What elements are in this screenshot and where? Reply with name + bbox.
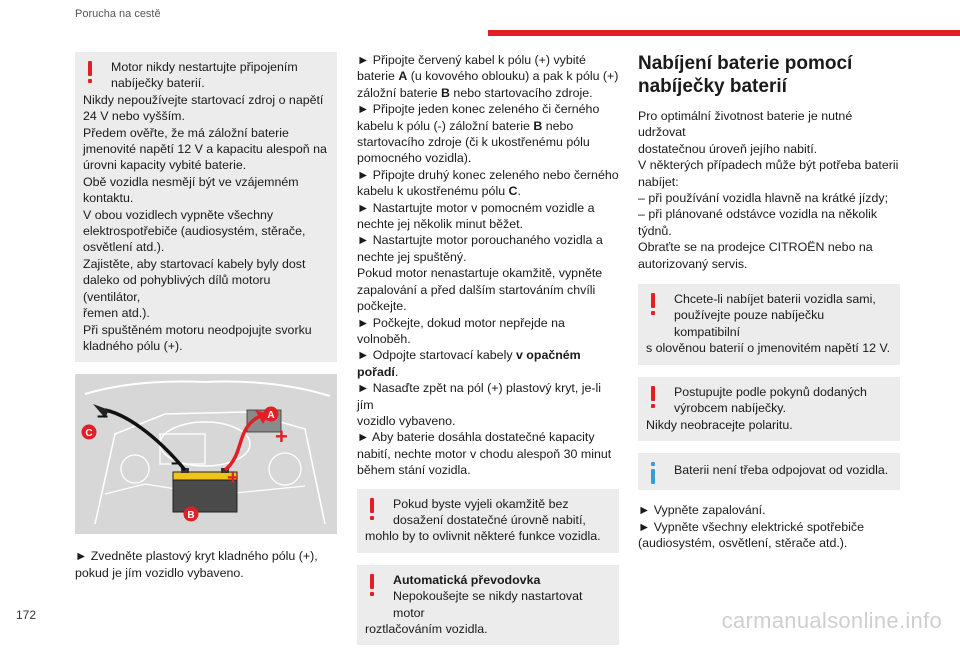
step-line: vozidlo vybaveno.	[357, 413, 456, 428]
info-line: Baterii není třeba odpojovat od vozidla.	[674, 462, 889, 477]
paragraph-line: autorizovaný servis.	[638, 256, 748, 271]
minus-mark-b: –	[171, 452, 183, 475]
warning-icon	[367, 496, 377, 522]
warning-line: mohlo by to ovlivnit některé funkce vozidla.	[365, 529, 601, 544]
column-3	[638, 52, 900, 552]
step-line: baterie A (u kovového oblouku) a pak k pólu (+)	[357, 69, 619, 84]
warning-line: Zajistěte, aby startovací kabely byly dost	[83, 256, 306, 271]
step-line: startovacího zdroje (či k ukostřenému pólu	[357, 135, 590, 150]
warning-line: Předem ověřte, že má záložní baterie	[83, 125, 289, 140]
warning-line: používejte pouze nabíječku kompatibilní	[674, 308, 825, 339]
warning-line: kontaktu.	[83, 191, 134, 206]
step-line: nechte jej spuštěný.	[357, 249, 467, 264]
paragraph-line: dostatečnou úroveň jejího nabití.	[638, 141, 818, 156]
paragraph-line: počkejte.	[357, 299, 407, 314]
step-line: pokud je jím vozidlo vybaveno.	[75, 565, 244, 580]
warning-icon	[648, 384, 658, 410]
warning-line: roztlačováním vozidla.	[365, 622, 488, 636]
warning-box-charger-compat	[638, 284, 900, 365]
step-line: kabelu k ukostřenému pólu C.	[357, 184, 521, 199]
warning-line: úrovni kapacity vybité baterie.	[83, 158, 247, 173]
warning-icon	[85, 59, 95, 85]
warning-line: Nikdy nepoužívejte startovací zdroj o napětí	[83, 92, 324, 107]
step-line: ► Aby baterie dosáhla dostatečné kapacity	[357, 430, 595, 445]
step-line: ► Počkejte, dokud motor nepřejde na volnoběh.	[357, 315, 565, 346]
label-b: B	[187, 510, 195, 522]
warning-line: V obou vozidlech vypněte všechny	[83, 207, 274, 222]
chapter-accent-bar	[488, 30, 960, 36]
step-line: ► Vypněte zapalování.	[638, 503, 766, 518]
info-box-no-disconnect	[638, 453, 900, 490]
step-line: ► Nasaďte zpět na pól (+) plastový kryt, je-li jím	[357, 381, 602, 412]
paragraph-line: Pro optimální životnost baterie je nutné udržovat	[638, 109, 853, 140]
step-line: (audiosystém, osvětlení, stěrače atd.).	[638, 536, 848, 551]
plus-mark-b: +	[227, 467, 239, 490]
warning-heading: Automatická převodovka	[393, 572, 541, 587]
step-line: ► Vypněte všechny elektrické spotřebiče	[638, 519, 864, 534]
jumpstart-illustration	[75, 374, 337, 534]
warning-box-charger-instructions	[638, 377, 900, 441]
step-line: ► Připojte druhý konec zeleného nebo černého	[357, 167, 619, 182]
step-line: ► Zvedněte plastový kryt kladného pólu (+),	[75, 549, 318, 564]
warning-line: Obě vozidla nesmějí být ve vzájemném	[83, 174, 299, 189]
warning-line: Chcete-li nabíjet baterii vozidla sami,	[674, 292, 876, 307]
warning-line: Nepokoušejte se nikdy nastartovat motor	[393, 589, 583, 620]
warning-box-automatic-gearbox	[357, 565, 619, 646]
page-number: 172	[16, 608, 37, 622]
paragraph-line: V některých případech může být potřeba baterii	[638, 158, 899, 173]
warning-icon	[367, 572, 377, 598]
label-a: A	[267, 410, 275, 422]
step-line: ► Nastartujte motor v pomocném vozidle a	[357, 200, 595, 215]
warning-line: řemen atd.).	[83, 306, 150, 321]
warning-box-jumpstart	[75, 52, 337, 362]
paragraph-line: Pokud motor nenastartuje okamžitě, vypněte	[357, 266, 603, 281]
step-line: záložní baterie B nebo startovacího zdroje.	[357, 85, 593, 100]
label-c: C	[85, 428, 93, 440]
chapter-title: Porucha na cestě	[75, 8, 161, 20]
step-line: kabelu k pólu (-) záložní baterie B nebo	[357, 118, 574, 133]
plus-mark-a: +	[275, 424, 288, 450]
warning-line: elektrospotřebiče (audiosystém, stěrače,	[83, 224, 306, 239]
step-line: během stání vozidla.	[357, 463, 471, 478]
engine-bay-drawing	[75, 374, 337, 534]
minus-mark-c: –	[97, 405, 109, 428]
step-line: ► Připojte červený kabel k pólu (+) vybité	[357, 53, 586, 67]
step-line: pomocného vozidla).	[357, 151, 472, 166]
step-line: nechte jej několik minut běžet.	[357, 217, 523, 232]
paragraph-line: zapalování a před dalším startováním chvíli	[357, 282, 596, 297]
warning-icon	[648, 291, 658, 317]
paragraph-line: týdnů.	[638, 223, 672, 238]
step-line: ► Připojte jeden konec zeleného či černého	[357, 102, 600, 117]
paragraph-line: nabíjet:	[638, 174, 679, 189]
step-line: ► Nastartujte motor porouchaného vozidla a	[357, 233, 603, 248]
column-1	[75, 52, 337, 581]
warning-line: nabíječky baterií.	[111, 76, 205, 91]
watermark: carmanualsonline.info	[721, 608, 942, 633]
step-line: nabití, nechte motor v chodu alespoň 30 minut	[357, 446, 612, 461]
warning-line: Motor nikdy nestartujte připojením	[111, 60, 298, 74]
step-line: pořadí.	[357, 364, 399, 379]
warning-line: kladného pólu (+).	[83, 338, 183, 353]
warning-line: Pokud byste vyjeli okamžitě bez	[393, 496, 569, 511]
warning-line: jmenovité napětí 12 V a kapacitu alespoň na	[83, 142, 327, 157]
warning-line: daleko od pohyblivých dílů motoru (ventilátor,	[83, 273, 271, 304]
warning-line: dosažení dostatečné úrovně nabití,	[393, 512, 586, 527]
warning-line: Postupujte podle pokynů dodaných	[674, 384, 867, 399]
paragraph-line: Obraťte se na prodejce CITROËN nebo na	[638, 240, 873, 255]
paragraph-line: – při používání vozidla hlavně na krátké jízdy;	[638, 191, 889, 206]
warning-line: výrobcem nabíječky.	[674, 401, 787, 416]
info-icon	[648, 460, 658, 486]
warning-line: osvětlení atd.).	[83, 240, 165, 255]
section-title: Nabíjení baterie pomocí nabíječky baterií	[638, 53, 853, 97]
warning-line: 24 V nebo vyšším.	[83, 109, 185, 124]
step-line: ► Odpojte startovací kabely v opačném	[357, 348, 581, 363]
warning-box-charge-level	[357, 489, 619, 553]
column-2	[357, 52, 619, 657]
paragraph-line: – při plánované odstávce vozidla na několik	[638, 207, 878, 222]
warning-line: Nikdy neobracejte polaritu.	[646, 417, 793, 432]
warning-line: Při spuštěném motoru neodpojujte svorku	[83, 322, 312, 337]
warning-line: s olověnou baterií o jmenovitém napětí 12 V.	[646, 341, 891, 356]
